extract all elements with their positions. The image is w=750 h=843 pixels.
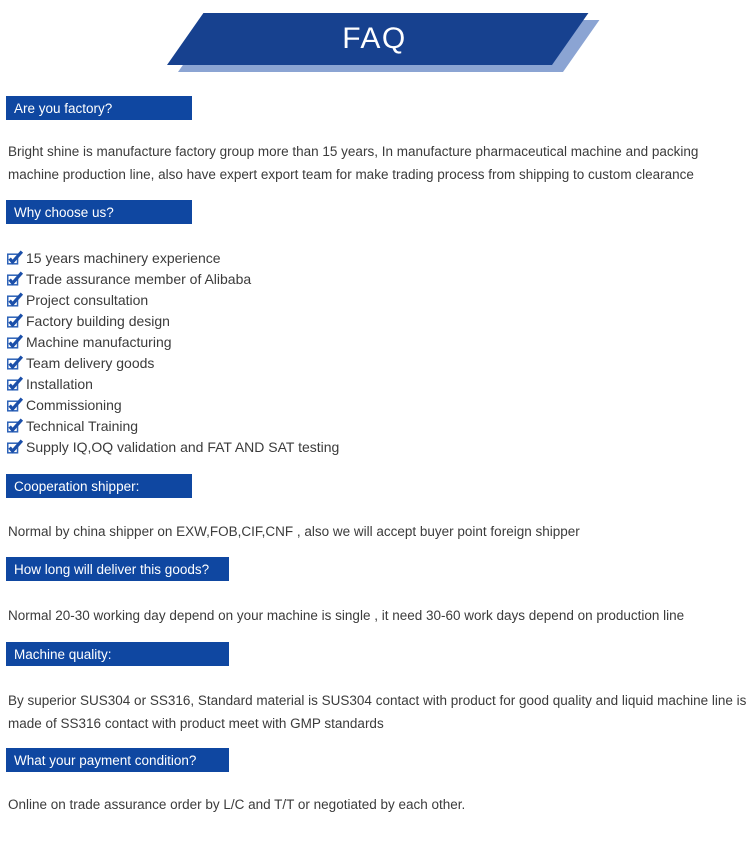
section-are-you-factory (0, 73, 750, 186)
section-machine-quality (0, 627, 750, 735)
checked-checkbox-icon (7, 334, 23, 349)
list-item (7, 268, 750, 289)
section-payment-condition (0, 735, 750, 816)
why-choose-us-list (7, 247, 750, 457)
list-item-label: Technical Training (26, 417, 139, 434)
section-body-text: Online on trade assurance order by L/C and T/T or negotiated by each other. (8, 797, 466, 812)
list-item-label: Supply IQ,OQ validation and FAT AND SAT testing (26, 438, 340, 455)
list-item-label: Machine manufacturing (26, 333, 172, 350)
list-item (7, 331, 750, 352)
list-item-label: Commissioning (26, 396, 122, 413)
section-body-text: By superior SUS304 or SS316, Standard material is SUS304 contact with product for good quality and liquid machine line is made of SS316 contact with product meet with GMP standards (8, 693, 747, 731)
faq-title: FAQ (342, 22, 407, 55)
list-item (7, 352, 750, 373)
checked-checkbox-icon (7, 418, 23, 433)
list-item (7, 373, 750, 394)
section-heading-bar: Machine quality: (6, 642, 229, 666)
section-heading-bar: Are you factory? (6, 96, 192, 120)
checked-checkbox-icon (7, 313, 23, 328)
faq-banner (0, 0, 750, 73)
section-heading-bar: Why choose us? (6, 200, 192, 224)
list-item-label: 15 years machinery experience (26, 249, 221, 266)
section-heading-bar: Cooperation shipper: (6, 474, 192, 498)
checked-checkbox-icon (7, 355, 23, 370)
list-item (7, 394, 750, 415)
faq-banner-box (167, 13, 552, 65)
list-item-label: Trade assurance member of Alibaba (26, 270, 252, 287)
section-cooperation-shipper (0, 457, 750, 543)
list-item (7, 310, 750, 331)
section-body-text: Normal 20-30 working day depend on your machine is single , it need 30-60 work days depend on production line (8, 608, 685, 623)
section-why-choose-us (0, 186, 750, 457)
section-delivery-time (0, 543, 750, 627)
checked-checkbox-icon (7, 439, 23, 454)
list-item (7, 415, 750, 436)
checked-checkbox-icon (7, 271, 23, 286)
checked-checkbox-icon (7, 397, 23, 412)
section-heading-bar: How long will deliver this goods? (6, 557, 229, 581)
list-item-label: Project consultation (26, 291, 149, 308)
section-body-text: Normal by china shipper on EXW,FOB,CIF,CNF , also we will accept buyer point foreign shipper (8, 524, 580, 539)
list-item (7, 247, 750, 268)
section-heading-bar: What your payment condition? (6, 748, 229, 772)
list-item-label: Team delivery goods (26, 354, 155, 371)
checked-checkbox-icon (7, 292, 23, 307)
list-item-label: Factory building design (26, 312, 170, 329)
list-item (7, 436, 750, 457)
list-item-label: Installation (26, 375, 93, 392)
list-item (7, 289, 750, 310)
section-body-text: Bright shine is manufacture factory group more than 15 years, In manufacture pharmaceutical machine and packing machine production line, also have expert export team for make trading process from shipping to custom clearance (8, 144, 699, 182)
checked-checkbox-icon (7, 250, 23, 265)
checked-checkbox-icon (7, 376, 23, 391)
